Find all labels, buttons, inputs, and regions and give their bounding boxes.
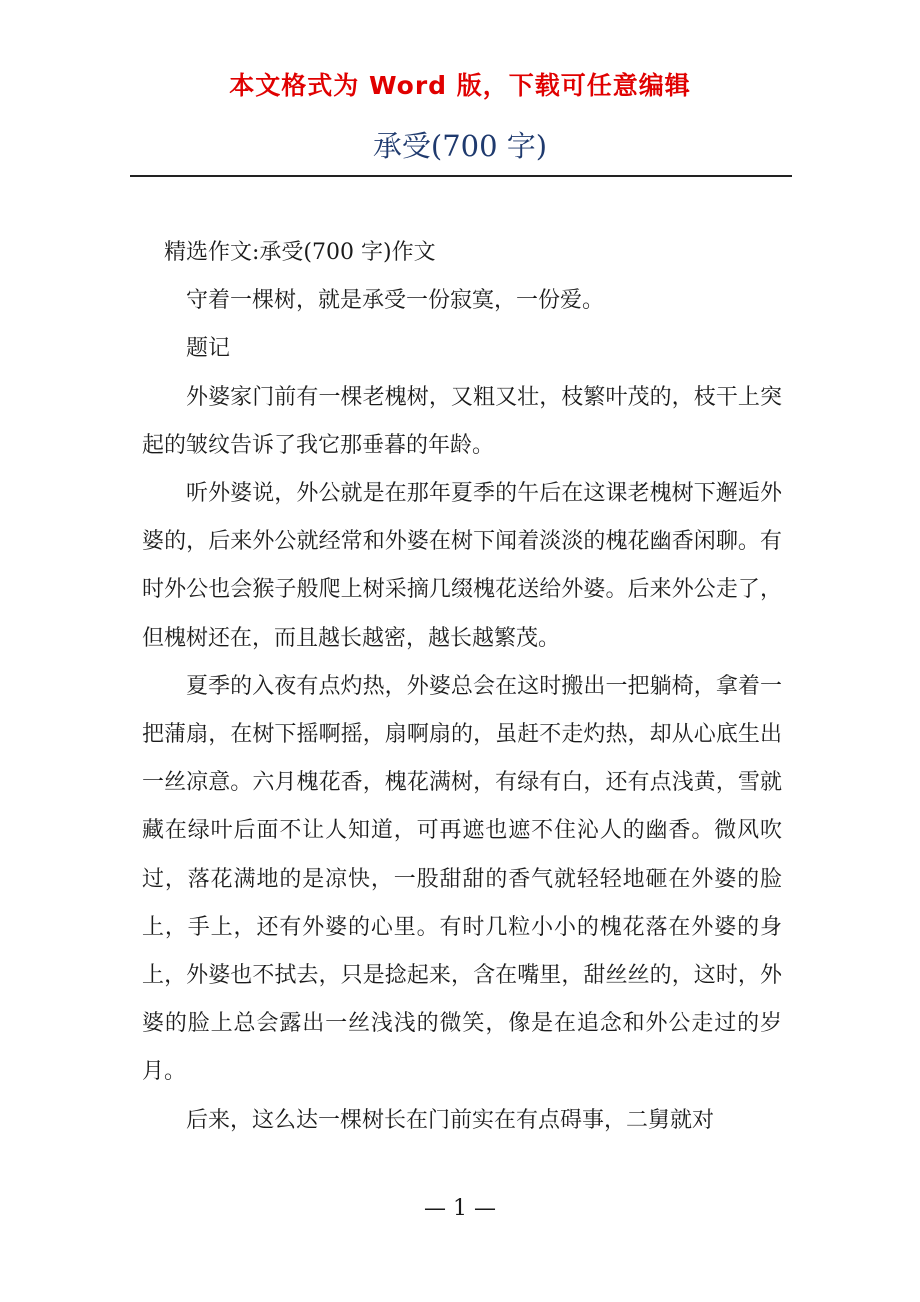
paragraph: 后来，这么达一棵树长在门前实在有点碍事，二舅就对: [186, 1107, 715, 1133]
document-title: 承受(700 字): [372, 129, 548, 163]
epigraph-label: 题记: [186, 336, 231, 362]
title-divider: [130, 175, 792, 177]
epigraph-line: 守着一棵树，就是承受一份寂寞，一份爱。: [186, 288, 605, 314]
paragraph: 外婆家门前有一棵老槐树，又粗又壮，枝繁叶茂的，枝干上突起的皱纹告诉了我它那垂暮的年龄。: [142, 384, 782, 458]
page-number: — 1 —: [424, 1196, 496, 1221]
article-body: [142, 229, 782, 1145]
paragraph: 夏季的入夜有点灼热，外婆总会在这时搬出一把躺椅，拿着一把蒲扇，在树下摇啊摇，扇啊扇的，虽赶不走灼热，却从心底生出一丝凉意。六月槐花香，槐花满树，有绿有白，还有点浅黄，雪就藏在绿叶后面不让人知道，可再遮也遮不住沁人的幽香。微风吹过，落花满地的是凉快，一股甜甜的香气就轻轻地砸在外婆的脸上，手上，还有外婆的心里。有时几粒小小的槐花落在外婆的身上，外婆也不拭去，只是捻起来，含在嘴里，甜丝丝的，这时，外婆的脸上总会露出一丝浅浅的微笑，像是在追念和外公走过的岁月。: [142, 673, 782, 1085]
intro-line: 精选作文:承受(700 字)作文: [164, 240, 436, 265]
paragraph: 听外婆说，外公就是在那年夏季的午后在这课老槐树下邂逅外婆的，后来外公就经常和外婆在树下闻着淡淡的槐花幽香闲聊。有时外公也会猴子般爬上树采摘几缀槐花送给外婆。后来外公走了，但槐树还在，而且越长越密，越长越繁茂。: [142, 481, 782, 651]
format-banner: 本文格式为 Word 版，下载可任意编辑: [229, 71, 691, 100]
